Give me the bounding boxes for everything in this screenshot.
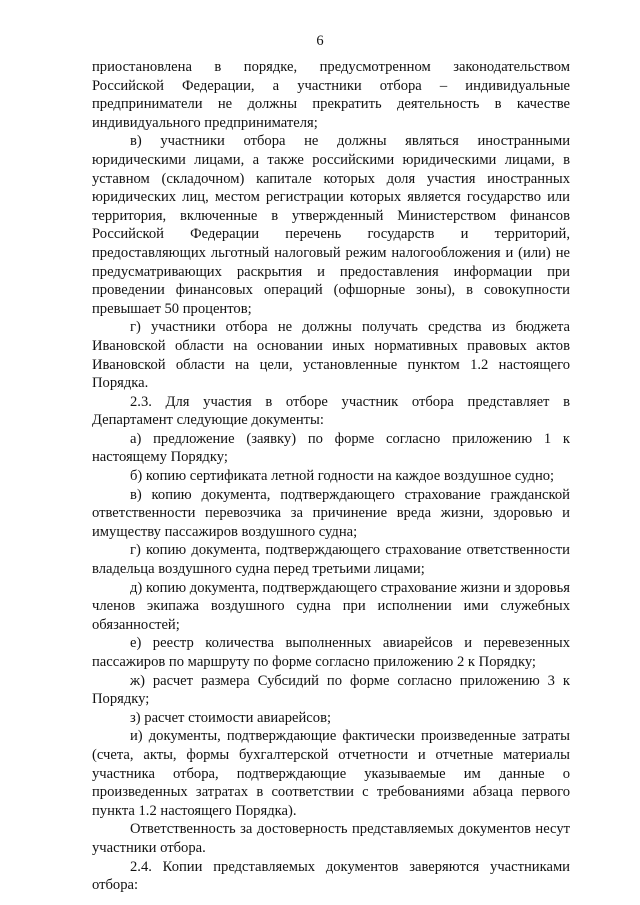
paragraph-section-2-4: 2.4. Копии представляемых документов заверяются участниками отбора: [92,858,570,894]
paragraph-doc-zh: ж) расчет размера Субсидий по форме согласно приложению 3 к Порядку; [92,672,570,708]
document-body [92,58,570,895]
paragraph-doc-v: в) копию документа, подтверждающего страхование гражданской ответственности перевозчика за причинение вреда жизни, здоровью и имуществу пассажиров воздушного судна; [92,486,570,540]
paragraph-doc-z: з) расчет стоимости авиарейсов; [130,709,332,726]
paragraph-doc-g: г) копию документа, подтверждающего страхование ответственности владельца воздушного судна перед третьими лицами; [92,542,570,578]
paragraph-responsibility: Ответственность за достоверность представляемых документов несут участники отбора. [92,821,570,856]
paragraph-doc-b: б) копию сертификата летной годности на каждое воздушное судно; [130,468,555,485]
paragraph-section-2-3: 2.3. Для участия в отборе участник отбора представляет в Департамент следующие документы: [92,393,570,429]
paragraph-doc-a: а) предложение (заявку) по форме согласно приложению 1 к настоящему Порядку; [92,430,570,466]
paragraph-doc-i: и) документы, подтверждающие фактически произведенные затраты (счета, акты, формы бухгалтерской отчетности и отчетные материалы участника отбора, подтверждающие указываемые им данные о произведенных затратах в соответствии с требованиями абзаца первого пункта 1.2 настоящего Порядка). [92,728,570,819]
page-number: 6 [316,33,324,49]
paragraph-item-g: г) участники отбора не должны получать средства из бюджета Ивановской области на основании иных нормативных правовых актов Ивановской области на цели, установленные пунктом 1.2 настоящего Порядка. [92,319,570,392]
paragraph-doc-d: д) копию документа, подтверждающего страхование жизни и здоровья членов экипажа воздушного судна при исполнении ими служебных обязанностей; [92,579,570,633]
paragraph-item-v: в) участники отбора не должны являться иностранными юридическими лицами, а также российскими юридическими лицами, в уставном (складочном) капитале которых доля участия иностранных юридических лиц, местом регистрации которых является государство или территория, включенные в утвержденный Министерством финансов Российской Федерации перечень государств и территорий, предоставляющих льготный налоговый режим налогообложения и (или) не предусматривающих раскрытия и предоставления информации при проведении финансовых операций (офшорные зоны), в совокупности превышает 50 процентов; [92,133,570,317]
paragraph-continuation: приостановлена в порядке, предусмотренном законодательством Российской Федерации, а участники отбора – индивидуальные предприниматели не должны прекратить деятельность в качестве индивидуального предпринимателя; [92,59,570,131]
paragraph-doc-e: е) реестр количества выполненных авиарейсов и перевезенных пассажиров по маршруту по форме согласно приложению 2 к Порядку; [92,635,570,670]
